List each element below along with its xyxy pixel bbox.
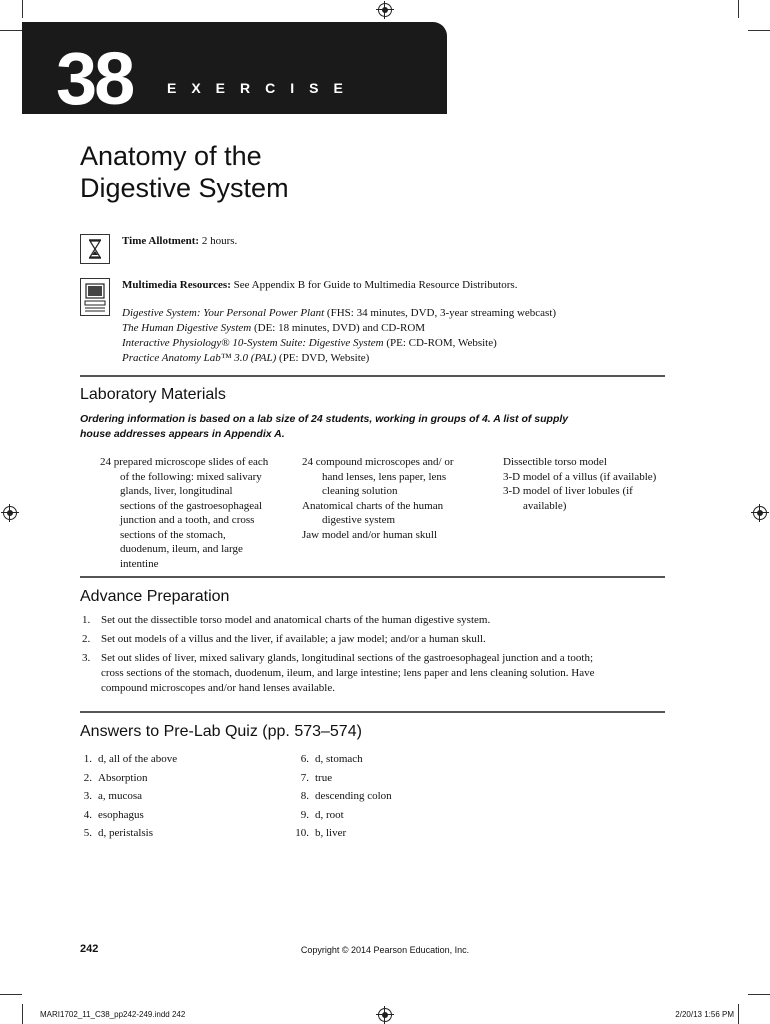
answer-text: Absorption	[98, 771, 148, 784]
answer-number: 5.	[83, 827, 92, 839]
time-allotment-label: Time Allotment:	[122, 235, 200, 247]
computer-icon	[80, 278, 110, 316]
registration-mark-icon	[378, 3, 392, 17]
registration-mark-icon	[753, 506, 767, 520]
media-title: Practice Anatomy Lab™ 3.0 (PAL)	[122, 352, 277, 364]
quiz-heading: Answers to Pre-Lab Quiz (pp. 573–574)	[80, 723, 362, 740]
answer-text: d, root	[315, 808, 344, 821]
answer-number: 3.	[83, 790, 92, 802]
multimedia-value: See Appendix B for Guide to Multimedia Resource Distributors.	[230, 279, 518, 291]
materials-column-1	[80, 455, 270, 571]
material-item: 3-D model of a villus (if available)	[503, 470, 657, 483]
date-slug: 2/20/13 1:56 PM	[675, 1010, 734, 1019]
multimedia-resources	[122, 278, 682, 366]
answer-text: descending colon	[315, 790, 392, 802]
material-item: Anatomical charts of the human digestive system	[302, 499, 444, 526]
media-detail: (DE: 18 minutes, DVD) and CD-ROM	[251, 322, 426, 334]
quiz-answers-right	[295, 750, 495, 843]
media-title: Digestive System: Your Personal Power Plant	[122, 307, 325, 319]
section-divider	[80, 375, 665, 377]
materials-column-3	[483, 455, 673, 513]
material-item: Dissectible torso model	[503, 456, 607, 468]
title-line-2: Digestive System	[80, 173, 289, 203]
item-number: 2.	[82, 633, 91, 645]
material-item: 24 prepared microscope slides of each of the following: mixed salivary glands, liver, longitudinal sections of the gastroesophageal junction and a tooth, and cross sections of the stomach, duodenum, ileum, and large intentine	[100, 456, 269, 570]
media-title: The Human Digestive System	[122, 322, 252, 334]
material-item: Jaw model and/or human skull	[302, 528, 438, 541]
quiz-answer	[295, 787, 495, 806]
media-item	[122, 306, 682, 321]
quiz-answer	[295, 750, 495, 769]
section-divider	[80, 711, 665, 713]
quiz-answers-left	[78, 750, 278, 843]
material-item: 3-D model of liver lobules (if available)	[503, 485, 633, 512]
crop-mark	[22, 1004, 23, 1024]
list-item	[82, 651, 602, 696]
material-item: 24 compound microscopes and/ or hand lenses, lens paper, lens cleaning solution	[302, 456, 454, 497]
item-text: Set out models of a villus and the liver, if available; a jaw model; and/or a human skull.	[101, 633, 486, 645]
quiz-answer	[78, 824, 278, 843]
multimedia-label: Multimedia Resources:	[122, 279, 231, 291]
file-slug: MARI1702_11_C38_pp242-249.indd 242	[40, 1010, 186, 1019]
crop-mark	[738, 1004, 739, 1024]
answer-text: a, mucosa	[98, 790, 142, 802]
crop-mark	[748, 994, 770, 995]
advance-prep-list	[82, 613, 602, 696]
answer-number: 9.	[300, 808, 309, 821]
answer-number: 4.	[83, 808, 92, 821]
quiz-answer	[78, 769, 278, 788]
answer-text: true	[315, 771, 333, 784]
list-item	[82, 632, 602, 647]
media-detail: (FHS: 34 minutes, DVD, 3-year streaming webcast)	[324, 307, 557, 319]
answer-number: 8.	[300, 790, 309, 802]
crop-mark	[738, 0, 739, 18]
answer-number: 1.	[83, 753, 92, 765]
time-allotment	[122, 234, 237, 249]
multimedia-intro	[122, 278, 682, 293]
advance-prep-heading: Advance Preparation	[80, 588, 230, 605]
section-divider	[80, 576, 665, 578]
time-allotment-value: 2 hours.	[199, 235, 238, 247]
lab-materials-heading: Laboratory Materials	[80, 386, 226, 403]
item-text: Set out the dissectible torso model and anatomical charts of the human digestive system.	[101, 614, 491, 626]
media-item	[122, 351, 682, 366]
answer-text: d, all of the above	[98, 753, 178, 765]
answer-number: 10.	[295, 827, 309, 839]
answer-text: esophagus	[98, 808, 144, 821]
quiz-answer	[295, 824, 495, 843]
hourglass-icon	[80, 234, 110, 264]
media-detail: (PE: DVD, Website)	[276, 352, 370, 364]
media-item	[122, 336, 682, 351]
page-title	[80, 140, 289, 204]
item-text: Set out slides of liver, mixed salivary glands, longitudinal sections of the gastroesophageal junction and a tooth; cross sections of the stomach, duodenum, ileum, and large intestine; lens paper and lens cleaning solution. Have compound microscopes and/or hand lenses available.	[101, 652, 595, 694]
media-detail: (PE: CD-ROM, Website)	[383, 337, 497, 349]
answer-number: 7.	[300, 771, 309, 784]
quiz-answer	[78, 787, 278, 806]
exercise-label: EXERCISE	[167, 80, 358, 96]
lab-materials-note: Ordering information is based on a lab size of 24 students, working in groups of 4. A list of supply house addresses appears in Appendix A.	[80, 413, 569, 440]
answer-number: 6.	[300, 753, 309, 765]
crop-mark	[22, 0, 23, 18]
page-number: 242	[80, 943, 99, 955]
answer-text: d, stomach	[315, 753, 363, 765]
answer-text: b, liver	[315, 827, 347, 839]
quiz-answer	[295, 806, 495, 825]
quiz-answer	[78, 750, 278, 769]
crop-mark	[0, 994, 22, 995]
crop-mark	[0, 30, 22, 31]
media-title: Interactive Physiology® 10-System Suite: Digestive System	[122, 337, 384, 349]
list-item	[82, 613, 602, 628]
answer-text: d, peristalsis	[98, 827, 153, 839]
item-number: 1.	[82, 614, 91, 626]
title-line-1: Anatomy of the	[80, 141, 262, 171]
registration-mark-icon	[378, 1008, 392, 1022]
media-item	[122, 321, 682, 336]
materials-column-2	[282, 455, 472, 542]
registration-mark-icon	[3, 506, 17, 520]
answer-number: 2.	[83, 771, 92, 784]
quiz-answer	[295, 769, 495, 788]
crop-mark	[748, 30, 770, 31]
quiz-answer	[78, 806, 278, 825]
item-number: 3.	[82, 652, 91, 664]
chapter-number: 38	[56, 37, 133, 120]
copyright-notice: Copyright © 2014 Pearson Education, Inc.	[300, 945, 470, 955]
